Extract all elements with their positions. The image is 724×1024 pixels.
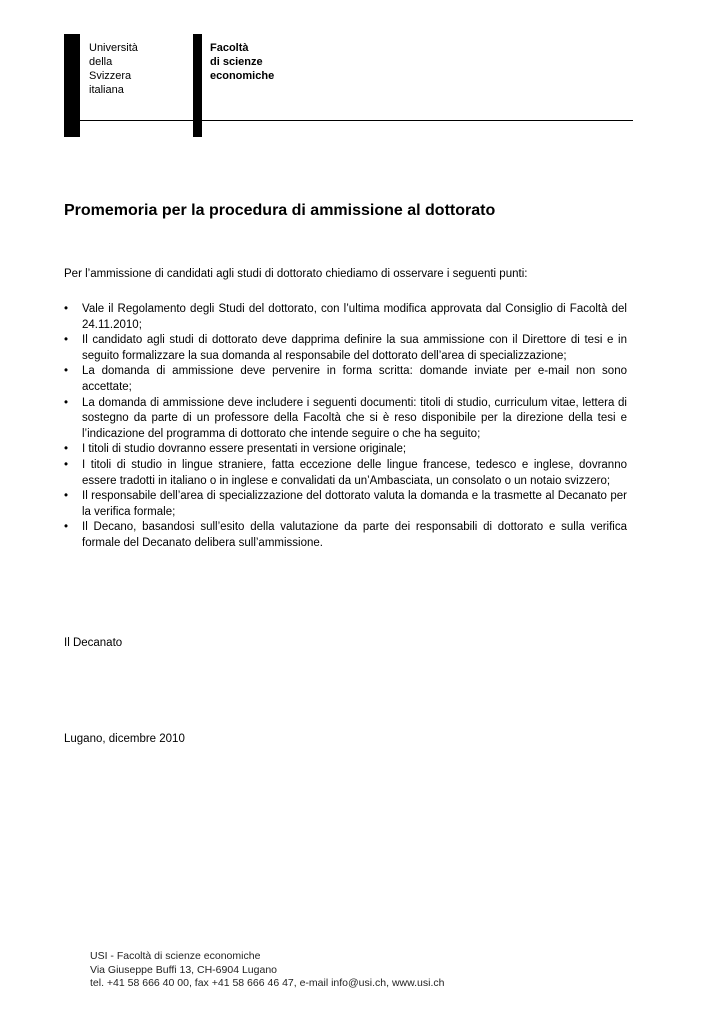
list-item-text: Il Decano, basandosi sull’esito della valutazione da parte dei responsabili di dottorato e sulla verifica formale del Decanato delibera sull’ammissione. (82, 521, 627, 549)
list-item-text: Vale il Regolamento degli Studi del dottorato, con l’ultima modifica approvata dal Consiglio di Facoltà del 24.11.2010; (82, 303, 627, 331)
bullet-icon: • (64, 303, 69, 315)
faculty-line: di scienze (210, 56, 263, 68)
list-item-text: Il responsabile dell’area di specializzazione del dottorato valuta la domanda e la trasmette al Decanato per la verifica formale; (82, 490, 627, 518)
header-rule (80, 120, 633, 121)
intro-paragraph: Per l’ammissione di candidati agli studi di dottorato chiediamo di osservare i seguenti punti: (64, 268, 528, 280)
footer-line: Via Giuseppe Buffi 13, CH-6904 Lugano (90, 963, 277, 976)
requirements-list (64, 302, 627, 552)
university-line: della (89, 56, 113, 68)
list-item-text: Il candidato agli studi di dottorato deve dapprima definire la sua ammissione con il Direttore di tesi e in seguito formalizzare la sua domanda al responsabile del dottorato dell’area di specializzazione; (82, 334, 627, 362)
faculty-line: economiche (210, 70, 275, 82)
place-date: Lugano, dicembre 2010 (64, 733, 185, 745)
footer-line: USI - Facoltà di scienze economiche (90, 950, 261, 962)
bullet-icon: • (64, 490, 69, 503)
list-item-text: I titoli di studio in lingue straniere, fatta eccezione delle lingue francese, tedesco e inglese, dovranno essere tradotti in italiano o in inglese e convalidati da un’Ambasciata, un consolato o un notaio svizzero; (82, 458, 627, 487)
list-item (64, 302, 627, 333)
university-line: Svizzera (89, 70, 132, 82)
university-line: Università (89, 42, 138, 54)
list-item-text: La domanda di ammissione deve pervenire in forma scritta: domande inviate per e-mail non sono accettate; (82, 365, 627, 393)
footer-line: tel. +41 58 666 40 00, fax +41 58 666 46 47, e-mail info@usi.ch, www.usi.ch (90, 977, 445, 989)
bullet-icon: • (64, 396, 69, 409)
bullet-icon: • (64, 365, 69, 378)
faculty-line: Facoltà (210, 42, 249, 54)
bullet-icon: • (64, 458, 69, 471)
list-item-text: La domanda di ammissione deve includere i seguenti documenti: titoli di studio, curriculum vitae, lettera di sostegno da parte di un professore della Facoltà che si è reso disponibile per la direzione della tesi e l’indicazione del programma di dottorato che intende seguire o che ha seguito; (82, 396, 627, 440)
list-item (64, 520, 627, 551)
bullet-icon: • (64, 443, 69, 456)
bullet-icon: • (64, 521, 69, 534)
list-item (64, 396, 627, 443)
list-item (64, 364, 627, 395)
header-bar-left (64, 34, 80, 137)
list-item-text: I titoli di studio dovranno essere presentati in versione originale; (82, 443, 407, 456)
list-item (64, 333, 627, 364)
list-item (64, 442, 627, 458)
header-bar-right (193, 34, 202, 137)
university-name (89, 41, 138, 97)
bullet-icon: • (64, 334, 69, 347)
footer-address (90, 950, 444, 991)
signature: Il Decanato (64, 637, 123, 649)
university-line: italiana (89, 84, 124, 96)
faculty-name (210, 41, 274, 83)
list-item (64, 458, 627, 489)
document-title: Promemoria per la procedura di ammissione al dottorato (64, 202, 496, 219)
list-item (64, 489, 627, 520)
